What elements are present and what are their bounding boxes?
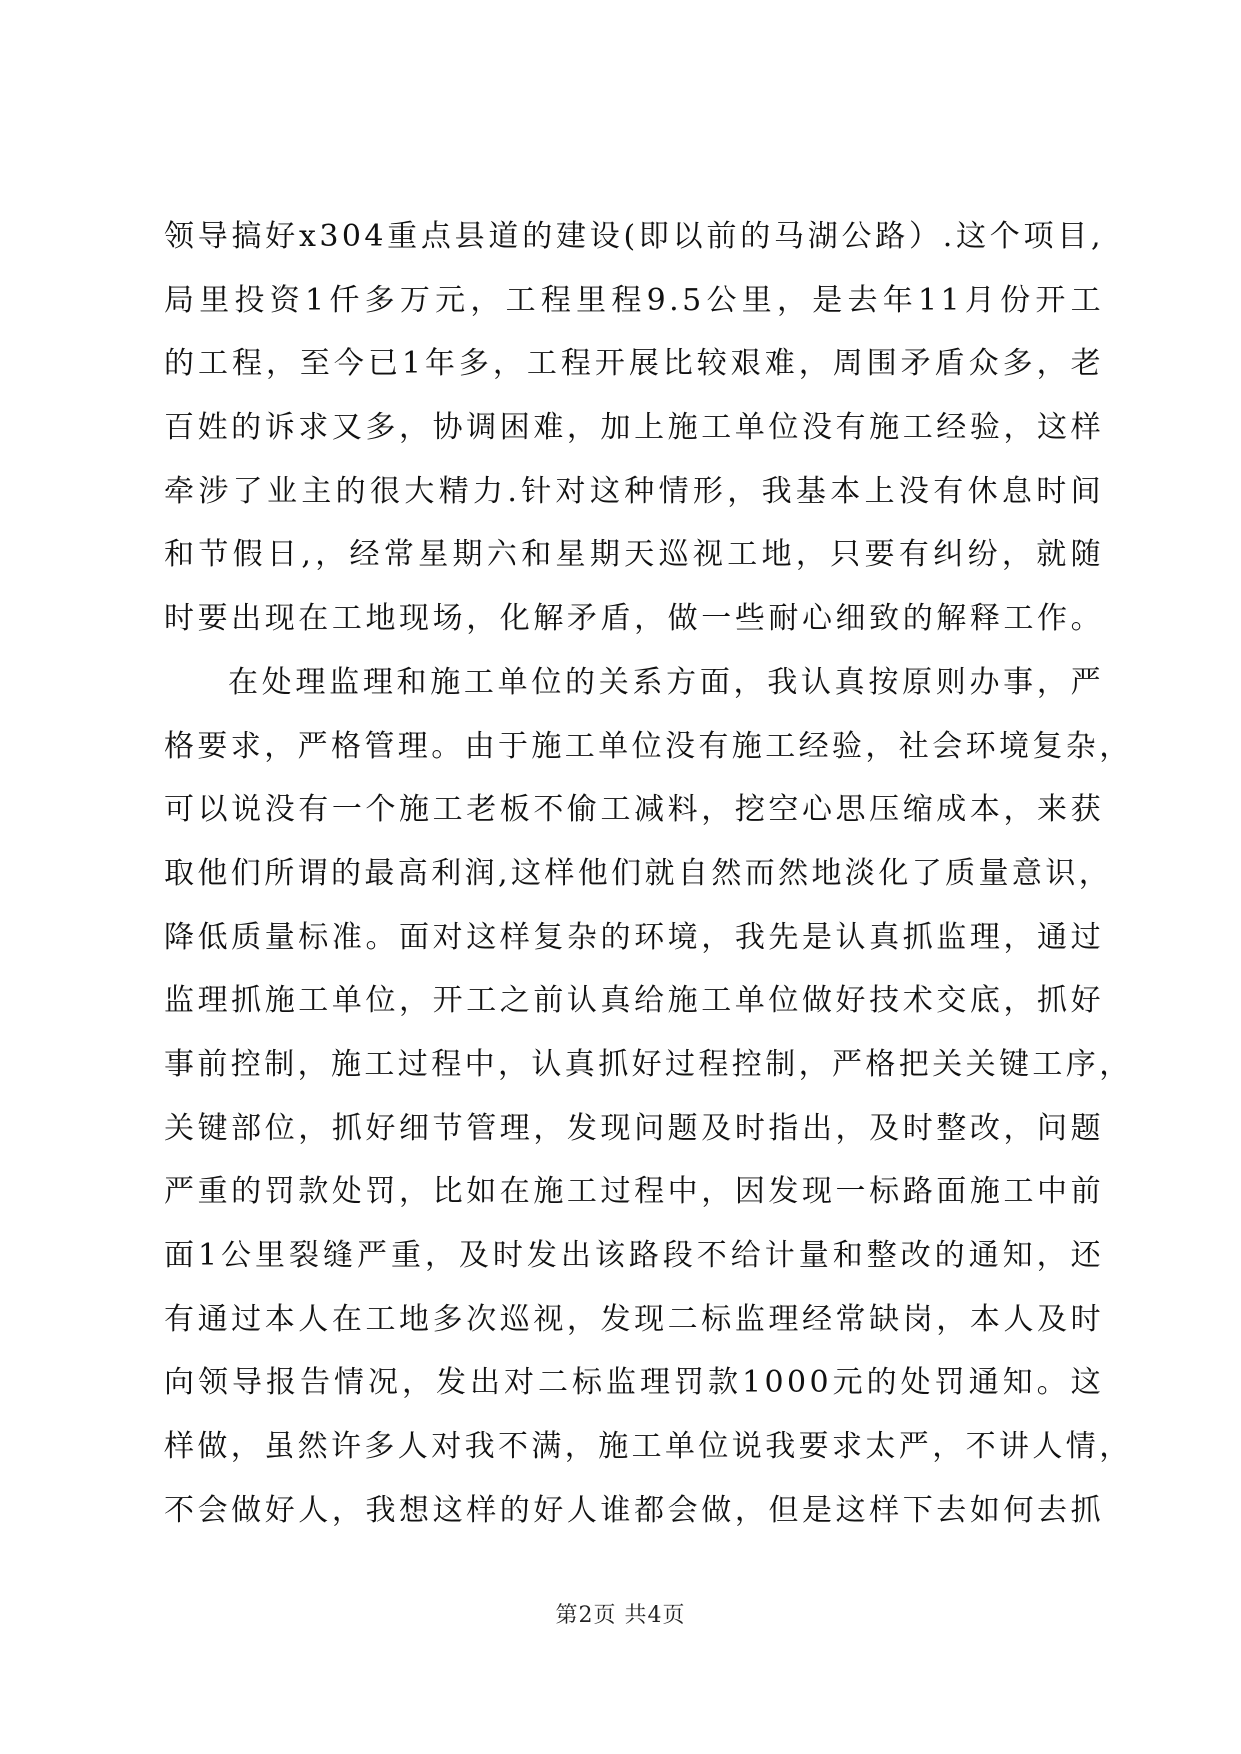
text-line: 百姓的诉求又多，协调困难，加上施工单位没有施工经验，这样 bbox=[164, 410, 1104, 446]
text-line: 有通过本人在工地多次巡视，发现二标监理经常缺岗，本人及时 bbox=[164, 1301, 1104, 1337]
text-line: 事前控制，施工过程中，认真抓好过程控制，严格把关关键工序， bbox=[164, 1046, 1133, 1082]
text-line: 严重的罚款处罚，比如在施工过程中，因发现一标路面施工中前 bbox=[164, 1174, 1104, 1210]
text-line: 降低质量标准。面对这样复杂的环境，我先是认真抓监理，通过 bbox=[164, 919, 1104, 955]
text-line: 监理抓施工单位，开工之前认真给施工单位做好技术交底，抓好 bbox=[164, 983, 1104, 1019]
text-line: 面1公里裂缝严重，及时发出该路段不给计量和整改的通知，还 bbox=[164, 1238, 1104, 1273]
document-body bbox=[164, 205, 1133, 1542]
text-line: 时要出现在工地现场，化解矛盾，做一些耐心细致的解释工作。 bbox=[164, 601, 1104, 637]
text-line: 和节假日,，经常星期六和星期天巡视工地，只要有纠纷，就随 bbox=[164, 537, 1104, 573]
text-line: 牵涉了业主的很大精力.针对这种情形，我基本上没有休息时间 bbox=[164, 473, 1104, 509]
text-line: 局里投资1仟多万元，工程里程9.5公里，是去年11月份开工 bbox=[164, 282, 1104, 318]
text-line: 领导搞好x304重点县道的建设(即以前的马湖公路）.这个项目, bbox=[164, 219, 1104, 254]
page-number-footer: 第2页 共4页 bbox=[555, 1603, 686, 1628]
text-line: 不会做好人，我想这样的好人谁都会做，但是这样下去如何去抓 bbox=[164, 1492, 1104, 1528]
text-line: 关键部位，抓好细节管理，发现问题及时指出，及时整改，问题 bbox=[164, 1110, 1104, 1146]
paragraph-1 bbox=[164, 205, 1104, 651]
text-line: 格要求，严格管理。由于施工单位没有施工经验，社会环境复杂， bbox=[164, 728, 1133, 764]
text-line: 向领导报告情况，发出对二标监理罚款1000元的处罚通知。这 bbox=[164, 1365, 1104, 1401]
text-line: 的工程，至今已1年多，工程开展比较艰难，周围矛盾众多，老 bbox=[164, 346, 1104, 382]
text-line: 可以说没有一个施工老板不偷工减料，挖空心思压缩成本，来获 bbox=[164, 792, 1104, 828]
text-line: 样做，虽然许多人对我不满，施工单位说我要求太严，不讲人情， bbox=[164, 1429, 1133, 1465]
paragraph-2 bbox=[164, 651, 1133, 1543]
text-line: 在处理监理和施工单位的关系方面，我认真按原则办事，严 bbox=[228, 664, 1104, 700]
text-line: 取他们所谓的最高利润,这样他们就自然而然地淡化了质量意识， bbox=[164, 855, 1113, 891]
